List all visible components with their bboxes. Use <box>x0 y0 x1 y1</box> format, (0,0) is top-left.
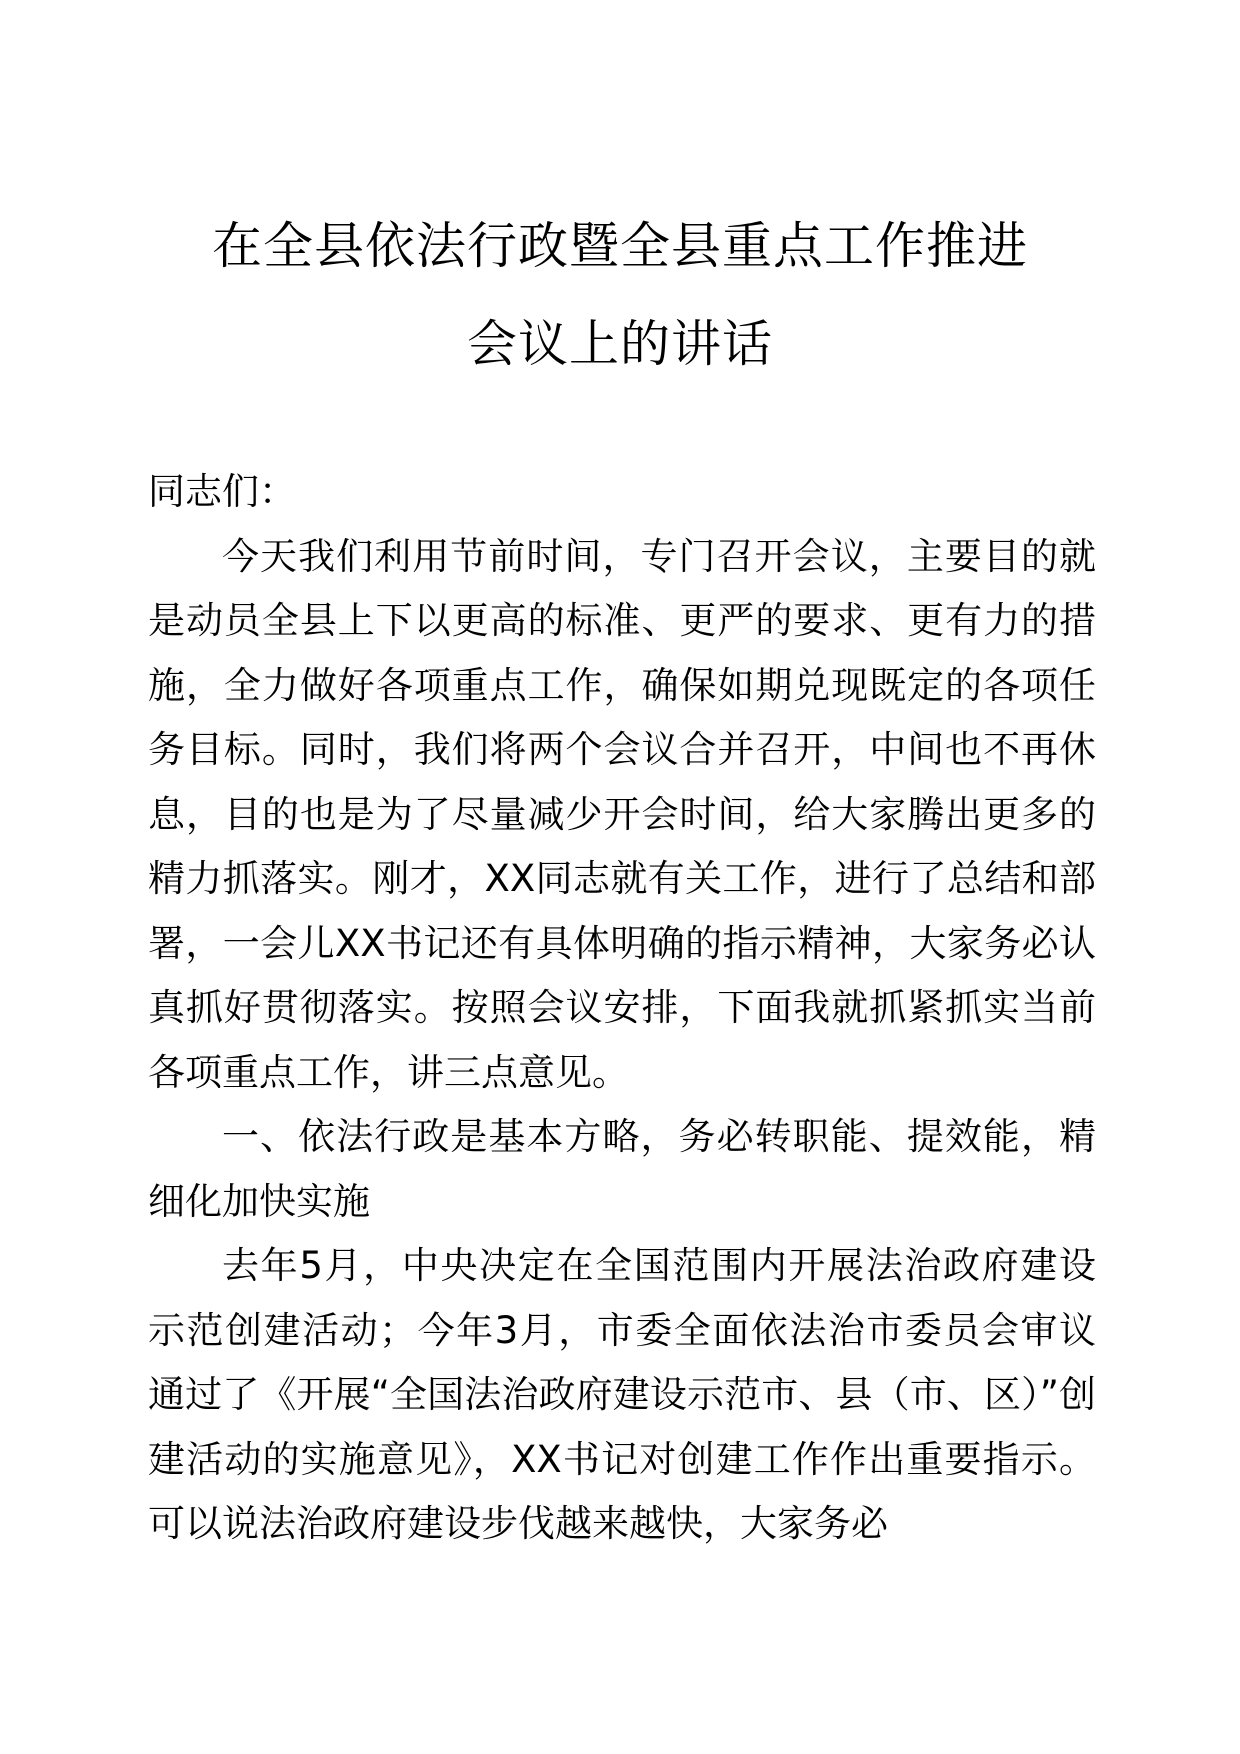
salutation: 同志们： <box>148 470 296 513</box>
section-heading-1: 一、依法行政是基本方略，务必转职能、提效能，精细化加快实施 <box>148 1115 1096 1223</box>
document-body <box>148 460 1096 1557</box>
document-title-line-1: 在全县依法行政暨全县重点工作推进 <box>212 217 1028 275</box>
paragraph-section-1: 去年5月，中央决定在全国范围内开展法治政府建设示范创建活动；今年3月，市委全面依法治市委员会审议通过了《开展“全国法治政府建设示范市、县（市、区）”创建活动的实施意见》，XX书记对创建工作作出重要指示。可以说法治政府建设步伐越来越快，大家务必 <box>148 1244 1096 1545</box>
paragraph-intro: 今天我们利用节前时间，专门召开会议，主要目的就是动员全县上下以更高的标准、更严的要求、更有力的措施，全力做好各项重点工作，确保如期兑现既定的各项任务目标。同时，我们将两个会议合并召开，中间也不再休息，目的也是为了尽量减少开会时间，给大家腾出更多的精力抓落实。刚才，XX同志就有关工作，进行了总结和部署，一会儿XX书记还有具体明确的指示精神，大家务必认真抓好贯彻落实。按照会议安排，下面我就抓紧抓实当前各项重点工作，讲三点意见。 <box>148 534 1096 1094</box>
document-title-line-2: 会议上的讲话 <box>467 315 773 373</box>
